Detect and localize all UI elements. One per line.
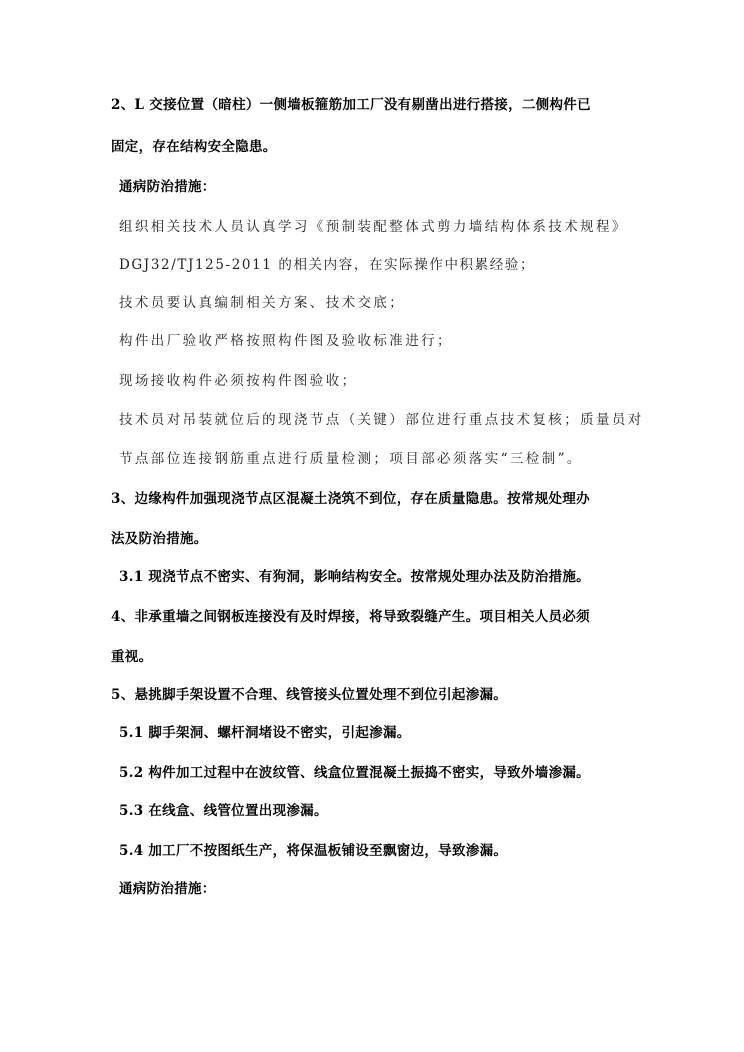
paragraph-2-line-2: 固定，存在结构安全隐患。 [111,139,277,155]
measure-item-line: 技术员对吊装就位后的现浇节点（关键）部位进行重点技术复核；质量员对 [119,412,644,428]
paragraph-4-line-1: 4、非承重墙之间钢板连接没有及时焊接，将导致裂缝产生。项目相关人员必须 [111,609,590,625]
paragraph-3-line-2: 法及防治措施。 [111,531,208,547]
measure-item-line: DGJ32/TJ125-2011 的相关内容，在实际操作中积累经验； [119,257,536,273]
measure-item-line: 构件出厂验收严格按照构件图及验收标准进行； [119,333,453,349]
measure-item-line: 现场接收构件必须按构件图验收； [119,373,358,389]
subitem-5-2: 5.2 构件加工过程中在波纹管、线盒位置混凝土振捣不密实，导致外墙渗漏。 [119,765,590,781]
measure-item-line: 组织相关技术人员认真学习《预制装配整体式剪力墙结构体系技术规程》 [119,219,628,235]
measure-item-line: 节点部位连接钢筋重点进行质量检测；项目部必须落实“三检制”。 [119,451,583,467]
paragraph-2-line-1: 2、L 交接位置（暗柱）一侧墙板箍筋加工厂没有剔凿出进行搭接，二侧构件已 [111,97,591,113]
paragraph-4-line-2: 重视。 [111,649,153,665]
subitem-5-3: 5.3 在线盒、线管位置出现渗漏。 [119,803,328,819]
measures-heading-1: 通病防治措施： [119,179,216,195]
subitem-5-4: 5.4 加工厂不按图纸生产，将保温板铺设至飘窗边，导致渗漏。 [119,843,508,859]
measure-item-line: 技术员要认真编制相关方案、技术交底； [119,295,406,311]
measures-heading-2: 通病防治措施： [119,881,216,897]
paragraph-3-line-1: 3、边缘构件加强现浇节点区混凝土浇筑不到位，存在质量隐患。按常规处理办 [111,491,590,507]
paragraph-5: 5、悬挑脚手架设置不合理、线管接头位置处理不到位引起渗漏。 [111,687,508,703]
subitem-3-1: 3.1 现浇节点不密实、有狗洞，影响结构安全。按常规处理办法及防治措施。 [119,569,590,585]
subitem-5-1: 5.1 脚手架洞、螺杆洞堵设不密实，引起渗漏。 [119,725,411,741]
